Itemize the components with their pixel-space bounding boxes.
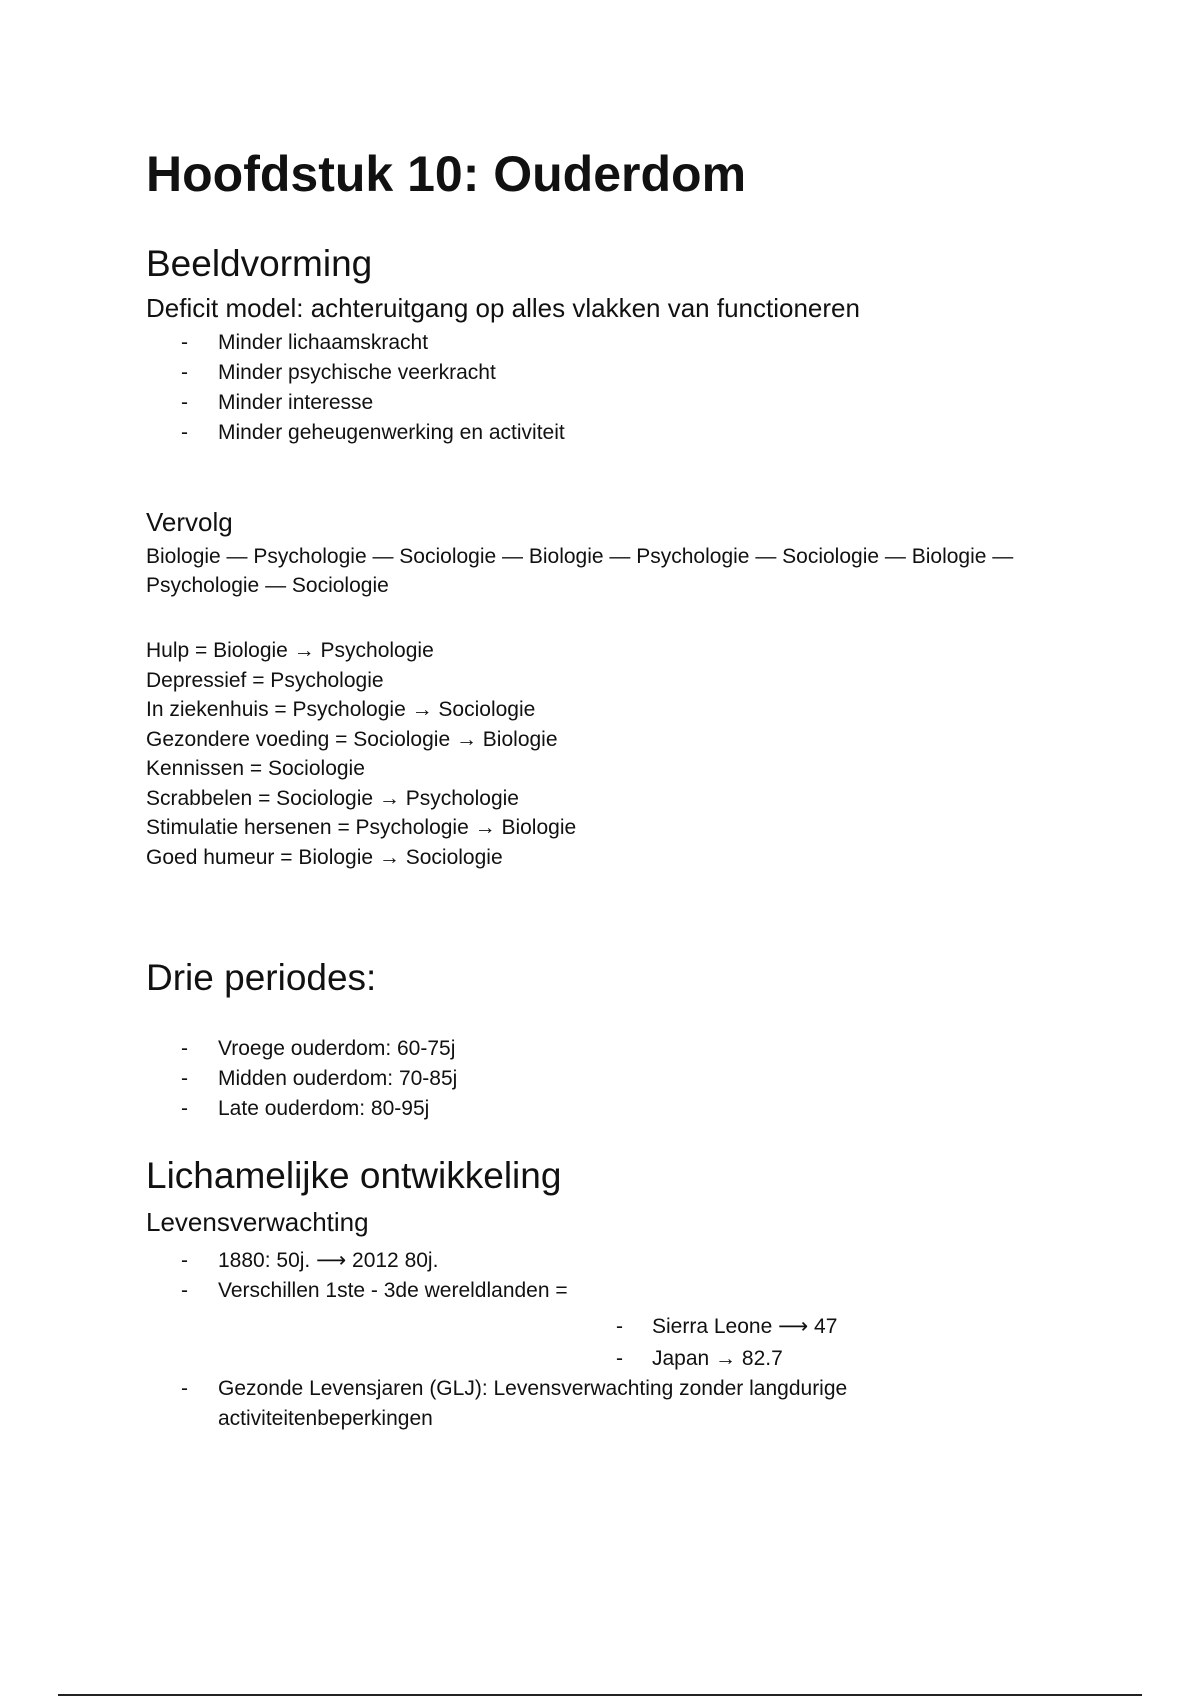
relation-line: Goed humeur = Biologie → Sociologie <box>146 845 503 869</box>
relation-line: Scrabbelen = Sociologie → Psychologie <box>146 786 519 810</box>
relation-line: Stimulatie hersenen = Psychologie → Biologie <box>146 816 577 839</box>
periodes-list <box>146 1034 457 1124</box>
dash-bullet: - <box>181 331 188 354</box>
dash-bullet: - <box>616 1315 623 1338</box>
levensverwachting-subheading: Levensverwachting <box>146 1207 369 1237</box>
landen-list <box>616 1311 837 1375</box>
list-item-text: Late ouderdom: 80-95j <box>218 1097 430 1120</box>
list-item-text: Minder geheugenwerking en activiteit <box>218 421 565 444</box>
list-item-text: Minder lichaamskracht <box>218 331 429 354</box>
dash-bullet: - <box>181 1279 188 1302</box>
list-item <box>616 1311 837 1343</box>
list-item <box>146 1374 906 1434</box>
list-item-text: Japan → 82.7 <box>652 1347 783 1370</box>
relation-line: Depressief = Psychologie <box>146 668 384 692</box>
dash-bullet: - <box>181 421 188 444</box>
beeldvorming-list <box>146 328 565 448</box>
drie-periodes-heading: Drie periodes: <box>146 957 377 998</box>
page-bottom-rule <box>58 1694 1142 1696</box>
list-item-text: Sierra Leone ⟶ 47 <box>652 1315 838 1338</box>
list-item <box>146 418 565 448</box>
dash-bullet: - <box>181 361 188 384</box>
dash-bullet: - <box>181 1377 188 1400</box>
dash-bullet: - <box>181 1097 188 1120</box>
list-item <box>146 1276 568 1306</box>
dash-bullet: - <box>181 1037 188 1060</box>
list-item <box>146 1064 457 1094</box>
list-item <box>146 328 565 358</box>
list-item-text: Gezonde Levensjaren (GLJ): Levensverwachting zonder langdurige activiteitenbeperkingen <box>218 1377 848 1430</box>
page-title: Hoofdstuk 10: Ouderdom <box>146 146 747 202</box>
list-item-text: Minder psychische veerkracht <box>218 361 496 384</box>
relation-line: Kennissen = Sociologie <box>146 757 365 780</box>
vervolg-heading: Vervolg <box>146 507 233 537</box>
list-item <box>146 388 565 418</box>
list-item-text: Verschillen 1ste - 3de wereldlanden = <box>218 1279 568 1302</box>
beeldvorming-heading: Beeldvorming <box>146 243 373 284</box>
list-item-text: 1880: 50j. ⟶ 2012 80j. <box>218 1249 439 1272</box>
levensverwachting-list-top <box>146 1246 568 1306</box>
dash-bullet: - <box>181 391 188 414</box>
glj-list <box>146 1374 906 1434</box>
dash-bullet: - <box>181 1067 188 1090</box>
list-item-text: Vroege ouderdom: 60-75j <box>218 1037 456 1060</box>
relation-line: Hulp = Biologie → Psychologie <box>146 639 434 662</box>
dash-bullet: - <box>616 1347 623 1370</box>
list-item <box>146 1034 457 1064</box>
list-item <box>146 358 565 388</box>
list-item-text: Minder interesse <box>218 391 374 414</box>
vervolg-sequence: Biologie — Psychologie — Sociologie — Biologie — Psychologie — Sociologie — Biologie — Psychologie — Sociologie <box>146 545 1014 597</box>
list-item <box>146 1246 568 1276</box>
lichamelijke-heading: Lichamelijke ontwikkeling <box>146 1155 562 1196</box>
deficit-model-subheading: Deficit model: achteruitgang op alles vlakken van functioneren <box>146 293 860 323</box>
relation-line: In ziekenhuis = Psychologie → Sociologie <box>146 698 536 721</box>
relation-line: Gezondere voeding = Sociologie → Biologie <box>146 727 558 751</box>
list-item <box>146 1094 457 1124</box>
list-item-text: Midden ouderdom: 70-85j <box>218 1067 458 1090</box>
list-item <box>616 1343 837 1375</box>
dash-bullet: - <box>181 1249 188 1272</box>
relations-list <box>146 636 576 872</box>
